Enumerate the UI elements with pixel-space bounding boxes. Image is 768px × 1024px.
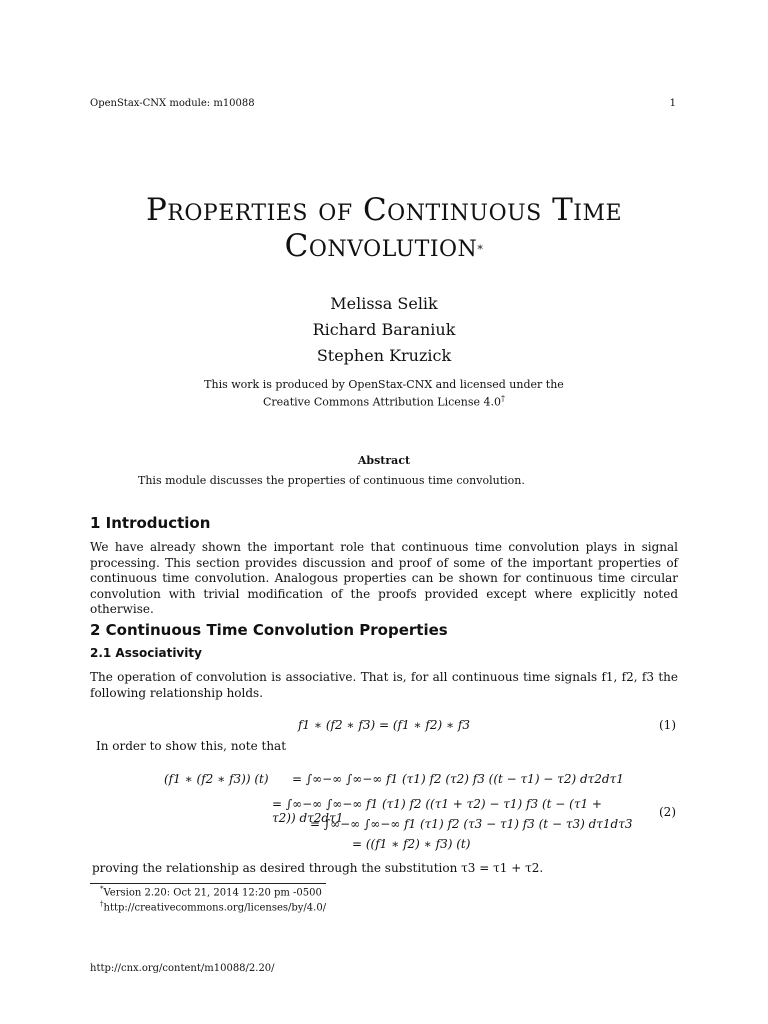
license-footnote-marker[interactable]: † xyxy=(501,394,505,403)
proof-conclusion-text: proving the relationship as desired through the substitution τ3 = τ1 + τ2. xyxy=(92,861,544,875)
license-line-2 xyxy=(0,394,768,409)
author-3: Stephen Kruzick xyxy=(316,346,452,365)
footnote-2-link[interactable]: http://creativecommons.org/licenses/by/4.0/ xyxy=(103,902,327,914)
title-line-2 xyxy=(0,228,768,264)
equation-2-line-1: = ∫∞−∞ ∫∞−∞ f1 (τ1) f2 (τ2) f3 ((t − τ1) − τ2) dτ2dτ1 xyxy=(292,772,624,786)
footnote-2-marker: † xyxy=(100,900,104,908)
equation-2-line-4: = ((f1 ∗ f2) ∗ f3) (t) xyxy=(352,837,471,851)
author-1: Melissa Selik xyxy=(330,294,438,313)
license-line-1: This work is produced by OpenStax-CNX and licensed under the xyxy=(204,378,564,391)
intro-paragraph: We have already shown the important role that continuous time convolution plays in signal processing. This section provides discussion and proof of some of the important properties of continuous time convolution. Analogous properties can be shown for continuous time circular convolution with trivial modification of the proofs provided except where explicitly noted otherwise. xyxy=(90,540,678,616)
footnote-1-marker: * xyxy=(100,885,104,893)
title-text-1: Properties of Continuous Time xyxy=(145,192,623,228)
footer-url-link[interactable]: http://cnx.org/content/m10088/2.20/ xyxy=(90,963,275,974)
footnote-version xyxy=(100,885,322,898)
equation-1-number: (1) xyxy=(659,718,676,732)
title-line-1 xyxy=(0,192,768,228)
proof-intro-text: In order to show this, note that xyxy=(96,739,287,753)
footnote-divider xyxy=(90,883,326,884)
section-heading-properties: 2 Continuous Time Convolution Properties xyxy=(90,621,448,639)
equation-2-line-2: = ∫∞−∞ ∫∞−∞ f1 (τ1) f2 ((τ1 + τ2) − τ1) f3 (t − (τ1 + τ2)) dτ2dτ1 xyxy=(272,797,602,825)
abstract-heading: Abstract xyxy=(357,454,411,467)
subsection-heading-associativity: 2.1 Associativity xyxy=(90,646,202,660)
equation-2-lhs: (f1 ∗ (f2 ∗ f3)) (t) xyxy=(164,772,269,786)
equation-1: f1 ∗ (f2 ∗ f3) = (f1 ∗ f2) ∗ f3 xyxy=(297,718,470,732)
license-text: Creative Commons Attribution License 4.0 xyxy=(262,395,501,409)
section-heading-introduction: 1 Introduction xyxy=(90,514,211,532)
footnote-1-text: Version 2.20: Oct 21, 2014 12:20 pm -0500 xyxy=(103,887,322,899)
footnote-license-link[interactable] xyxy=(100,900,326,913)
abstract-text: This module discusses the properties of continuous time convolution. xyxy=(138,474,525,487)
title-footnote-marker[interactable]: * xyxy=(477,243,484,256)
title-text-2: Convolution xyxy=(284,228,478,264)
equation-2-line-3: = ∫∞−∞ ∫∞−∞ f1 (τ1) f2 (τ3 − τ1) f3 (t − τ3) dτ1dτ3 xyxy=(310,817,633,831)
equation-2-number: (2) xyxy=(659,805,676,819)
page-number: 1 xyxy=(669,98,676,109)
running-header: OpenStax-CNX module: m10088 xyxy=(90,98,255,109)
associativity-paragraph: The operation of convolution is associative. That is, for all continuous time signals f1, f2, f3 the following relationship holds. xyxy=(90,670,678,700)
author-2: Richard Baraniuk xyxy=(312,320,456,339)
